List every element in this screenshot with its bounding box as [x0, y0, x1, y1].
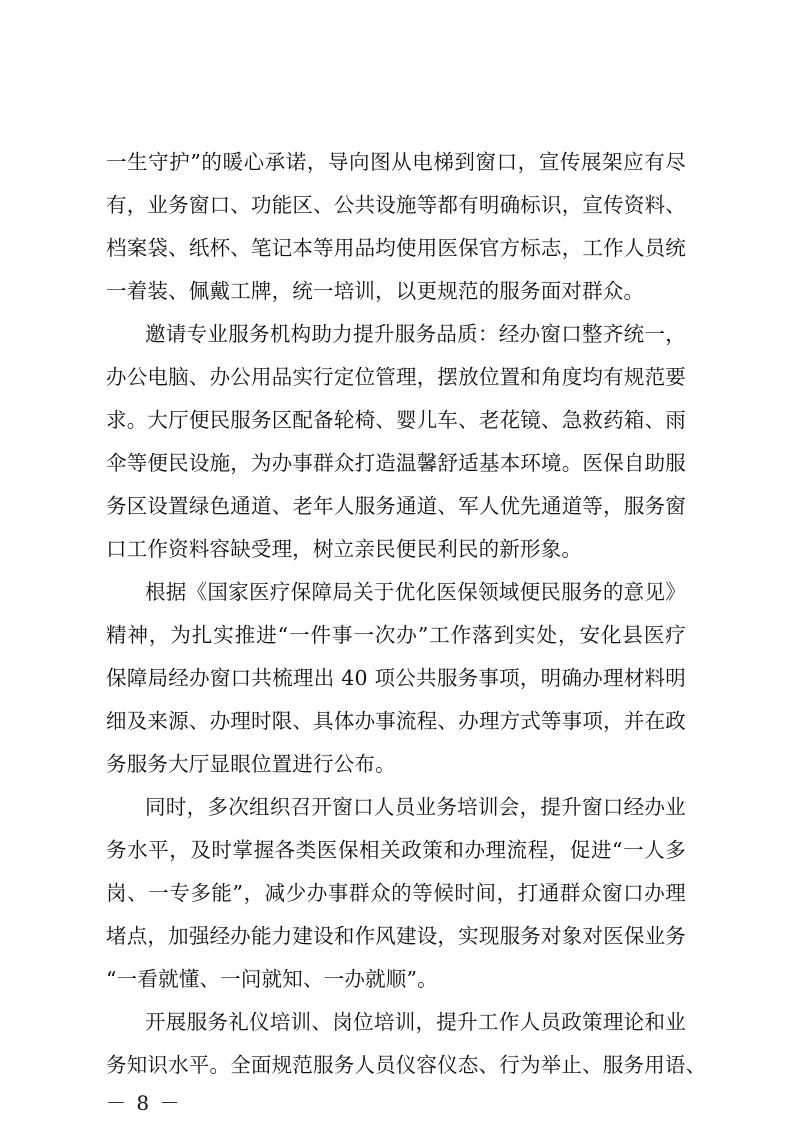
paragraph-first-line: 根据《国家医疗保障局关于优化医保领域便民服务的意见》 [145, 580, 686, 604]
text-line: 岗、一专多能”，减少办事群众的等候时间，打通群众窗口办理 [106, 881, 686, 905]
text-line: 伞等便民设施，为办事群众打造温馨舒适基本环境。医保自助服 [106, 451, 686, 475]
text-line: 精神，为扎实推进“一件事一次办”工作落到实处，安化县医疗 [106, 623, 686, 647]
text-line: “一看就懂、一问就知、一办就顺”。 [106, 967, 438, 991]
text-line: 办公电脑、办公用品实行定位管理，摆放位置和角度均有规范要 [106, 365, 686, 389]
text-line: 务区设置绿色通道、老年人服务通道、军人优先通道等，服务窗 [106, 494, 686, 518]
text-line: 务服务大厅显眼位置进行公布。 [106, 752, 396, 776]
text-line: 一生守护”的暖心承诺，导向图从电梯到窗口，宣传展架应有尽 [106, 150, 686, 174]
text-line: 务知识水平。全面规范服务人员仪容仪态、行为举止、服务用语、 [106, 1053, 707, 1077]
paragraph-first-line: 同时，多次组织召开窗口人员业务培训会，提升窗口经办业 [145, 795, 686, 819]
text-line: 务水平，及时掌握各类医保相关政策和办理流程，促进“一人多 [106, 838, 686, 862]
text-line: 堵点，加强经办能力建设和作风建设，实现服务对象对医保业务 [106, 924, 686, 948]
text-line: 档案袋、纸杯、笔记本等用品均使用医保官方标志，工作人员统 [106, 236, 686, 260]
text-line: 一着装、佩戴工牌，统一培训，以更规范的服务面对群众。 [106, 279, 645, 303]
text-line: 保障局经办窗口共梳理出 40 项公共服务事项，明确办理材料明 [106, 666, 686, 690]
text-line: 有，业务窗口、功能区、公共设施等都有明确标识，宣传资料、 [106, 193, 686, 217]
page-number: － 8 － [106, 1091, 182, 1115]
text-line: 求。大厅便民服务区配备轮椅、婴儿车、老花镜、急救药箱、雨 [106, 408, 686, 432]
paragraph-first-line: 邀请专业服务机构助力提升服务品质：经办窗口整齐统一， [145, 322, 686, 346]
text-line: 口工作资料容缺受理，树立亲民便民利民的新形象。 [106, 537, 583, 561]
paragraph-first-line: 开展服务礼仪培训、岗位培训，提升工作人员政策理论和业 [145, 1010, 686, 1034]
text-line: 细及来源、办理时限、具体办事流程、办理方式等事项，并在政 [106, 709, 686, 733]
